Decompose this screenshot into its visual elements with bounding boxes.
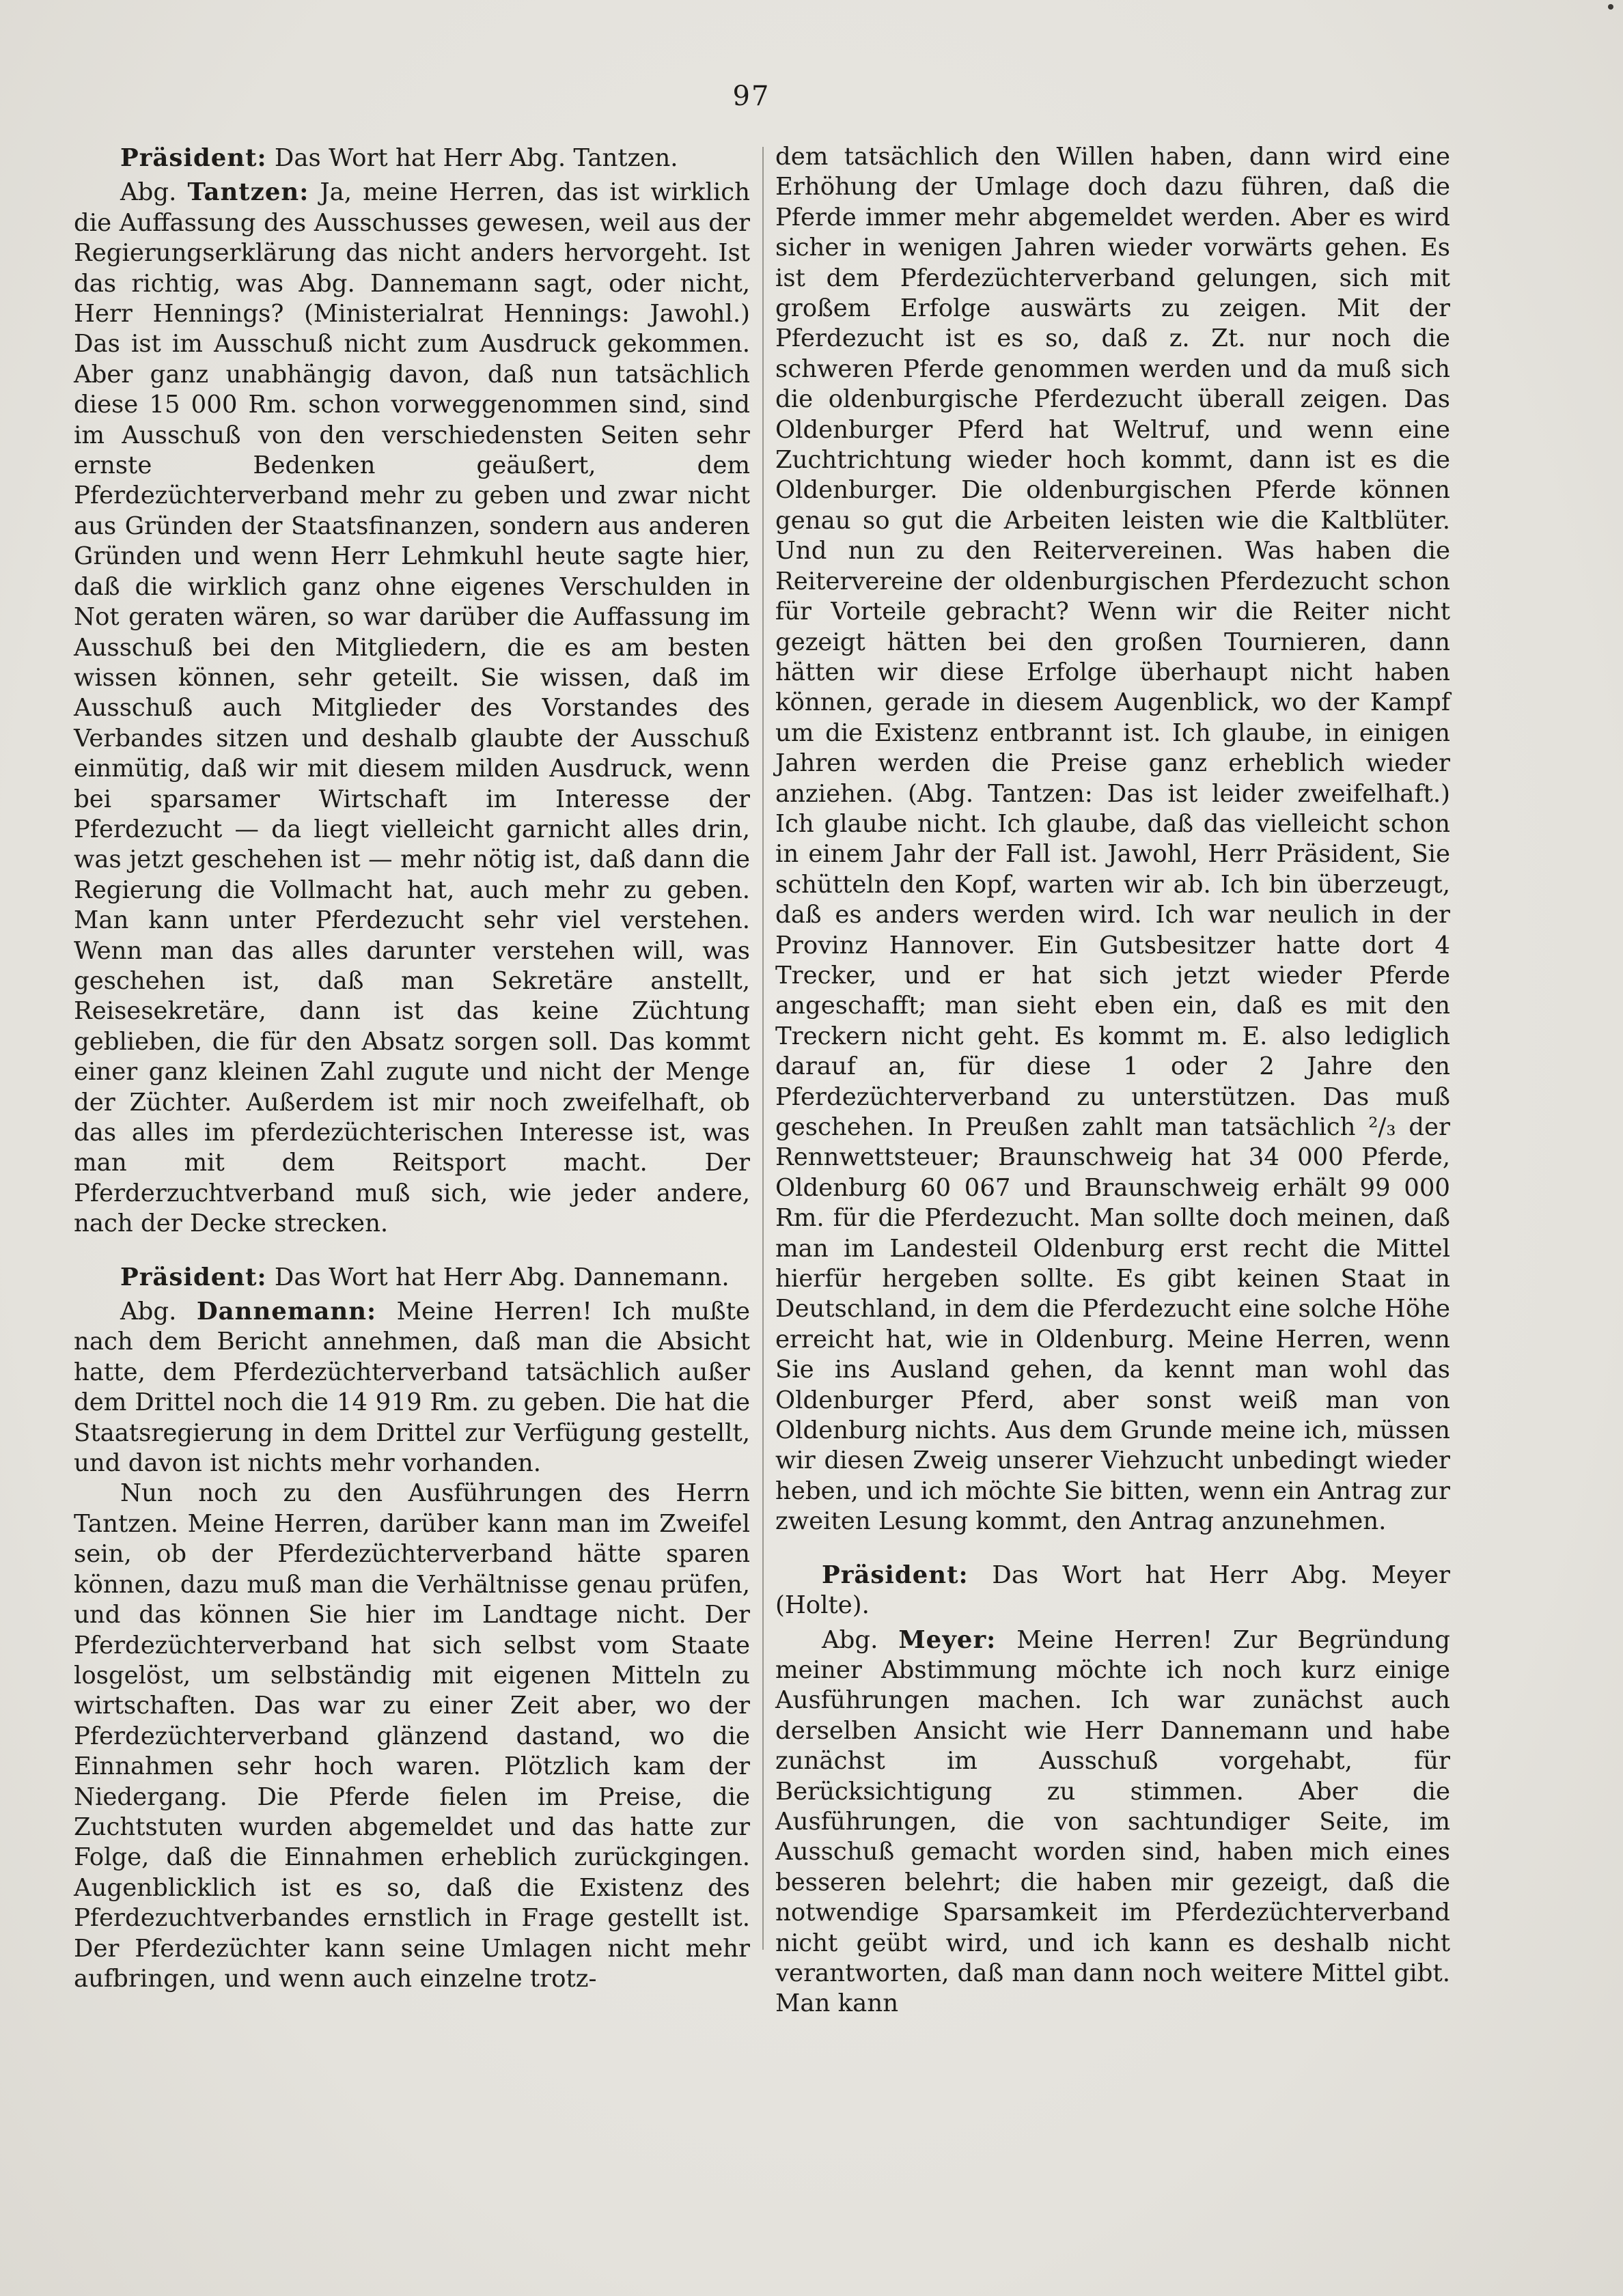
speaker-prefix: Abg. [120,1298,197,1326]
right-column [775,142,1450,2019]
speaker-label: Meyer: [898,1625,997,1654]
speaker-label: Präsident: [822,1560,969,1589]
scan-speck [1608,4,1613,10]
paragraph-continuation [775,142,1450,1537]
speech-text: dem tatsächlich den Willen haben, dann wird eine Erhöhung der Umlage doch dazu führen, daß die Pferde immer mehr abgemeldet werden. Aber es wird sicher in wenigen Jahren wieder vorwärts gehen. Es ist dem Pferdezüchterverband gelungen, sich mit großem Erfolge auswärts zu zeigen. Mit der Pferdezucht ist es so, daß z. Zt. nur noch die schweren Pferde genommen werden und da muß sich die oldenburgische Pferdezucht überall zeigen. Das Oldenburger Pferd hat Weltruf, und wenn eine Zuchtrichtung wieder hoch kommt, dann ist es die Oldenburger. Die oldenburgischen Pferde können genau so gut die Arbeiten leisten wie die Kaltblüter. Und nun zu den Reitervereinen. Was haben die Reitervereine der oldenburgischen Pferdezucht schon für Vorteile gebracht? Wenn wir die Reiter nicht gezeigt hätten bei den großen Tournieren, dann hätten wir diese Erfolge überhaupt nicht haben können, gerade in diesem Augenblick, wo der Kampf um die Existenz entbrannt ist. Ich glaube, in einigen Jahren werden die Preise ganz erheblich wieder anziehen. (Abg. Tantzen: Das ist leider zweifelhaft.) Ich glaube nicht. Ich glaube, daß das vielleicht schon in einem Jahr der Fall ist. Jawohl, Herr Präsident, Sie schütteln den Kopf, warten wir ab. Ich bin überzeugt, daß es anders werden wird. Ich war neulich in der Provinz Hannover. Ein Gutsbesitzer hatte dort 4 Trecker, und er hat sich jetzt wieder Pferde angeschafft; man sieht eben ein, daß es mit den Treckern nicht geht. Es kommt m. E. also lediglich darauf an, für diese 1 oder 2 Jahre den Pferdezüchterverband zu unterstützen. Das muß geschehen. In Preußen zahlt man tatsächlich ²/₃ der Rennwettsteuer; Braunschweig hat 34 000 Pferde, Oldenburg 60 067 und Braunschweig erhält 99 000 Rm. für die Pferdezucht. Man sollte doch meinen, daß man im Landesteil Oldenburg erst recht die Mittel hierfür hergeben sollte. Es gibt keinen Staat in Deutschland, in dem die Pferdezucht eine solche Höhe erreicht hat, wie in Oldenburg. Meine Herren, wenn Sie ins Ausland gehen, da kennt man wohl das Oldenburger Pferd, aber sonst weiß man von Oldenburg nichts. Aus dem Grunde meine ich, müssen wir diesen Zweig unserer Viehzucht unbedingt wieder heben, und ich möchte Sie bitten, wenn ein Antrag zur zweiten Lesung kommt, den Antrag anzunehmen. [775,143,1450,1536]
speaker-prefix: Abg. [822,1625,899,1654]
column-divider [762,147,764,1950]
paragraph-meyer [775,1625,1450,2019]
paragraph-president-3 [775,1560,1450,1621]
speaker-label: Präsident: [120,1263,267,1291]
speech-text: Das Wort hat Herr Abg. Meyer (Holte). [775,1560,1450,1620]
speech-text: Meine Herren! Ich mußte nach dem Bericht annehmen, daß man die Absicht hatte, dem Pferdezüchterverband tatsächlich außer dem Drittel noch die 14 919 Rm. zu geben. Die hat die Staatsregierung in dem Drittel zur Verfügung gestellt, und davon ist nichts mehr vorhanden. [74,1298,750,1478]
speech-text: Das Wort hat Herr Abg. Dannemann. [266,1263,730,1291]
paragraph-dannemann-continued [74,1479,750,1994]
speaker-label: Präsident: [120,144,267,172]
left-column [74,143,750,1994]
paragraph-tantzen [74,178,750,1239]
speaker-prefix: Abg. [120,178,188,207]
page-number: 97 [732,81,771,112]
speech-text: Nun noch zu den Ausführungen des Herrn Tantzen. Meine Herren, darüber kann man im Zweifel sein, ob der Pferdezüchterverband hätte sparen können, dazu muß man die Verhältnisse genau prüfen, und das können Sie hier im Landtage nicht. Der Pferdezüchterverband hat sich selbst vom Staate losgelöst, um selbständig mit eigenen Mitteln zu wirtschaften. Das war zu einer Zeit aber, wo der Pferdezüchterverband glänzend dastand, wo die Einnahmen sehr hoch waren. Plötzlich kam der Niedergang. Die Pferde fielen im Preise, die Zuchtstuten wurden abgemeldet und das hatte zur Folge, daß die Einnahmen erheblich zurückgingen. Augenblicklich ist es so, daß die Existenz des Pferdezuchtverbandes ernstlich in Frage gestellt ist. Der Pferdezüchter kann seine Umlagen nicht mehr aufbringen, und wenn auch einzelne trotz- [74,1479,750,1993]
speech-text: Das Wort hat Herr Abg. Tantzen. [266,144,678,172]
speech-text: Ja, meine Herren, das ist wirklich die Auffassung des Ausschusses gewesen, weil aus der Regierungserklärung das nicht anders hervorgeht. Ist das richtig, was Abg. Dannemann sagt, oder nicht, Herr Hennings? (Ministerialrat Hennings: Jawohl.) Das ist im Ausschuß nicht zum Ausdruck gekommen. Aber ganz unabhängig davon, daß nun tatsächlich diese 15 000 Rm. schon vorweggenommen sind, sind im Ausschuß von den verschiedensten Seiten sehr ernste Bedenken geäußert, dem Pferdezüchterverband mehr zu geben und zwar nicht aus Gründen der Staatsfinanzen, sondern aus anderen Gründen und wenn Herr Lehmkuhl heute sagte hier, daß die wirklich ganz ohne eigenes Verschulden in Not geraten wären, so war darüber die Auffassung im Ausschuß bei den Mitgliedern, die es am besten wissen können, sehr geteilt. Sie wissen, daß im Ausschuß auch Mitglieder des Vorstandes des Verbandes sitzen und deshalb glaubte der Ausschuß einmütig, daß wir mit diesem milden Ausdruck, wenn bei sparsamer Wirtschaft im Interesse der Pferdezucht — da liegt vielleicht garnicht alles drin, was jetzt geschehen ist — mehr nötig ist, daß dann die Regierung die Vollmacht hat, auch mehr zu geben. Man kann unter Pferdezucht sehr viel verstehen. Wenn man das alles darunter verstehen will, was geschehen ist, daß man Sekretäre anstellt, Reisesekretäre, dann ist das keine Züchtung geblieben, die für den Absatz sorgen soll. Das kommt einer ganz kleinen Zahl zugute und nicht der Menge der Züchter. Außerdem ist mir noch zweifelhaft, ob das alles im pferdezüchterischen Interesse ist, was man mit dem Reitsport macht. Der Pferderzuchtverband muß sich, wie jeder andere, nach der Decke strecken. [74,178,751,1238]
speaker-label: Dannemann: [196,1298,377,1326]
speech-text: Meine Herren! Zur Begründung meiner Abstimmung möchte ich noch kurz einige Ausführungen machen. Ich war zunächst auch derselben Ansicht wie Herr Dannemann und habe zunächst im Ausschuß vorgehabt, für Berücksichtigung zu stimmen. Aber die Ausführungen, die von sachtundiger Seite, im Ausschuß gemacht worden sind, haben mich eines besseren belehrt; die haben mir gezeigt, daß die notwendige Sparsamkeit im Pferdezüchterverband nicht geübt wird, und ich kann es deshalb nicht verantworten, daß man dann noch weitere Mittel gibt. Man kann [775,1625,1451,2018]
paragraph-dannemann [74,1297,750,1479]
speaker-label: Tantzen: [187,178,309,207]
paragraph-president-1 [74,143,750,173]
paragraph-president-2 [74,1263,750,1293]
